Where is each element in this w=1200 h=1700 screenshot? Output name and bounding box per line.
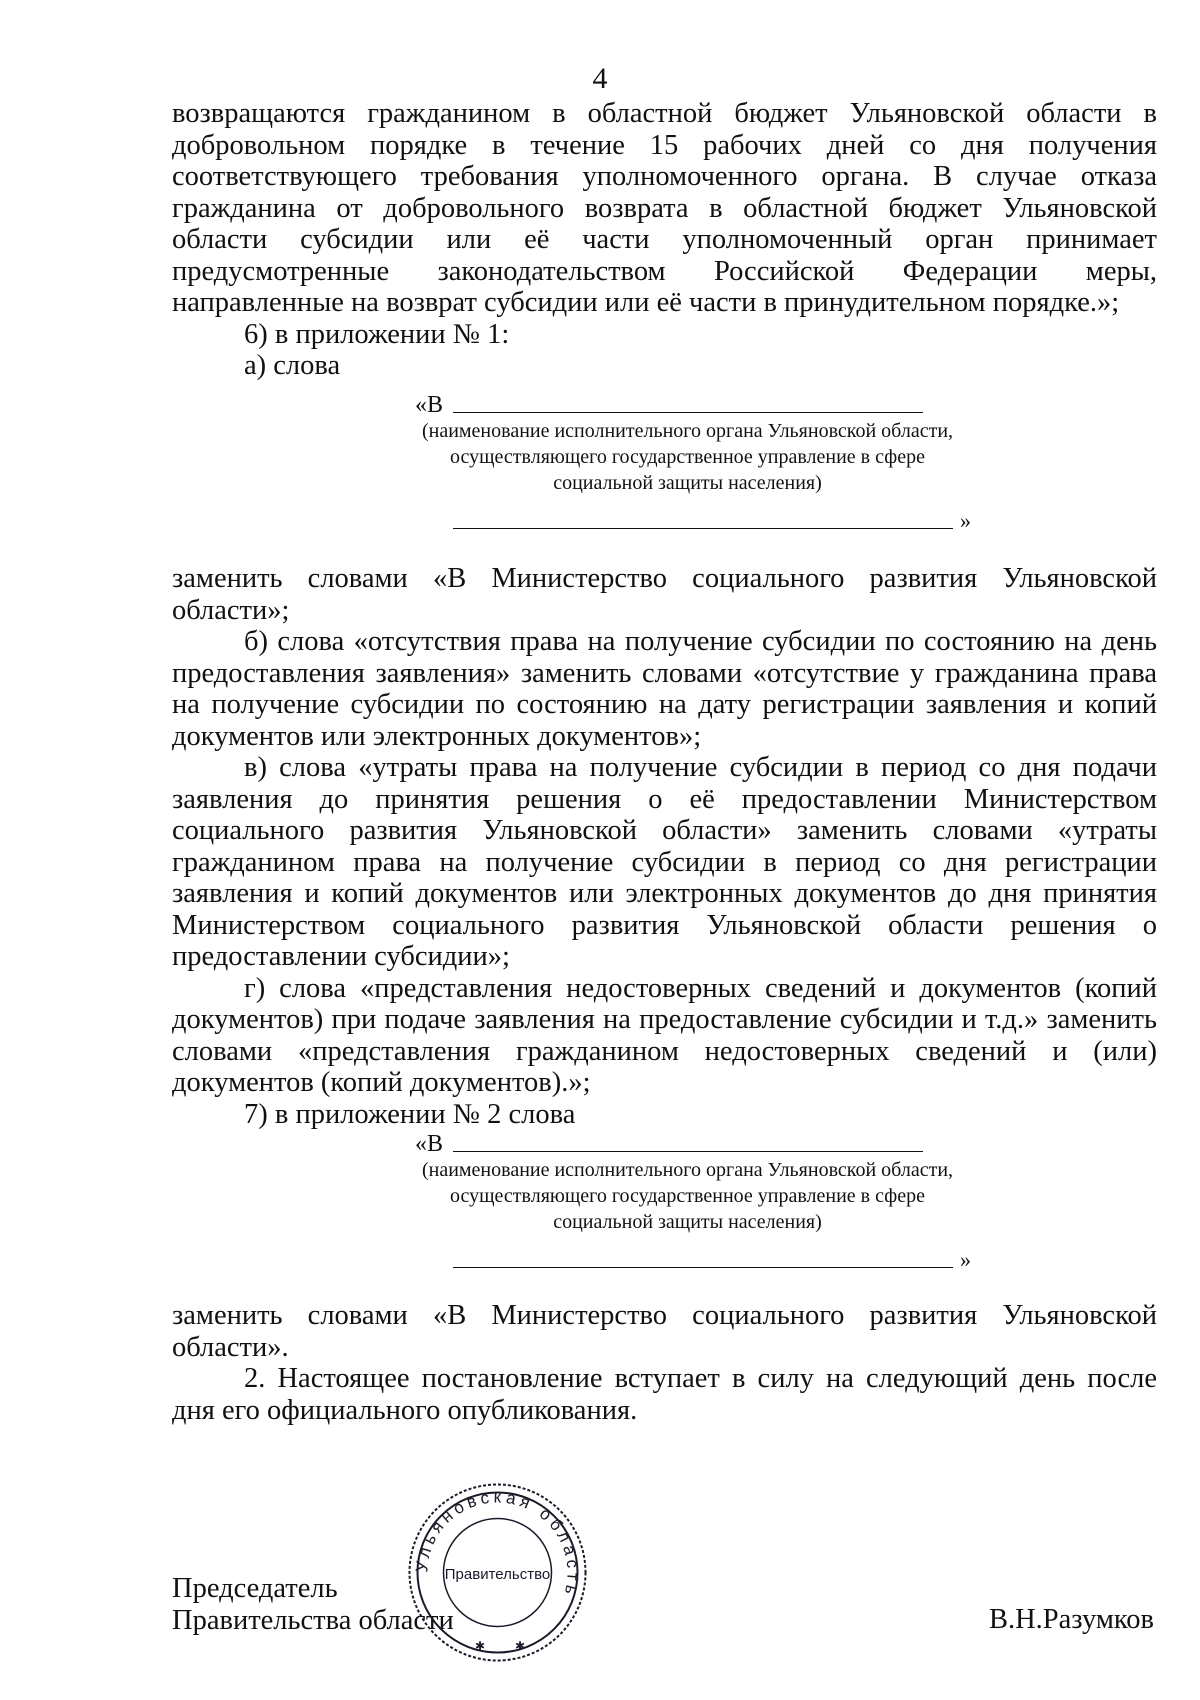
paragraph-item-6: 6) в приложении № 1: [244,318,510,350]
paragraph-block-3 [172,1300,1157,1426]
form-blank-line [453,1267,953,1268]
form-open-quote: «В [415,1131,444,1157]
seal-ring-text: Ульяновская область [412,1487,583,1601]
paragraph-item-7: 7) в приложении № 2 слова [244,1098,576,1130]
form-close-quote: » [960,1247,971,1272]
signatory-name: В.Н.Разумков [988,1604,1154,1635]
signatory-position-line1: Председатель [172,1573,338,1604]
paragraph-continuation: возвращаются гражданином в областной бюджет Ульяновской области в добровольном порядке в течение 15 рабочих дней со дня получения соответствующего требования уполномоченного органа. В случае отказа гражданина от добровольного возврата в областной бюджет Ульяновской области субсидии или её части уполномоченный орган принимает предусмотренные законодательством Российской Федерации меры, направленные на возврат субсидии или её части в принудительном порядке.»; [172,98,1157,318]
paragraph-item-6a: а) слова [244,350,341,381]
paragraph-replacement: заменить словами «В Министерство социального развития Ульяновской области». [172,1300,1157,1363]
form-blank-line [453,528,953,529]
official-seal [405,1480,590,1665]
paragraph-replacement: заменить словами «В Министерство социального развития Ульяновской области»; [172,563,1157,626]
signatory-position-line2: Правительства области [172,1604,454,1636]
svg-text:Ульяновская область [412,1487,582,1600]
form-template-1 [415,392,971,552]
paragraph-item-6v: в) слова «утраты права на получение субсидии в период со дня подачи заявления до принятия решения о её предоставлении Министерством социального развития Ульяновской области» заменить словами «утраты гражданином права на получение субсидии в период со дня регистрации заявления и копий документов или электронных документов до дня принятия Министерством социального развития Ульяновской области решения о предоставлении субсидии»; [172,752,1157,972]
form-close-quote: » [960,508,971,533]
paragraph-item-6g: г) слова «представления недостоверных сведений и документов (копий документов) при подаче заявления на предоставление субсидии и т.д.» заменить словами «представления гражданином недостоверных сведений и (или) документов (копий документов).»; [172,972,1157,1098]
page-number: 4 [592,62,608,95]
seal-center-text: Правительство [444,1566,551,1583]
paragraph-block-2 [172,563,1157,1130]
form-open-quote: «В [415,392,444,418]
form-blank-line [453,412,923,413]
paragraph-item-6b: б) слова «отсутствия права на получение субсидии по состоянию на день предоставления заявления» заменить словами «отсутствие у гражданина права на получение субсидии по состоянию на дату регистрации заявления и копий документов или электронных документов»; [172,626,1157,752]
form-template-2 [415,1131,971,1291]
seal-star-icon: ✱ [475,1639,486,1653]
form-caption: (наименование исполнительного органа Ульяновской области, осуществляющего государственное управление в сфере социальной защиты населения) [421,1159,954,1233]
form-blank-line [453,1151,923,1152]
form-caption: (наименование исполнительного органа Ульяновской области, осуществляющего государственное управление в сфере социальной защиты населения) [421,420,954,494]
seal-star-icon: ✱ [515,1639,526,1653]
paragraph-entry-into-force: 2. Настоящее постановление вступает в силу на следующий день после дня его официального опубликования. [172,1363,1157,1426]
paragraph-block-1 [172,98,1157,382]
